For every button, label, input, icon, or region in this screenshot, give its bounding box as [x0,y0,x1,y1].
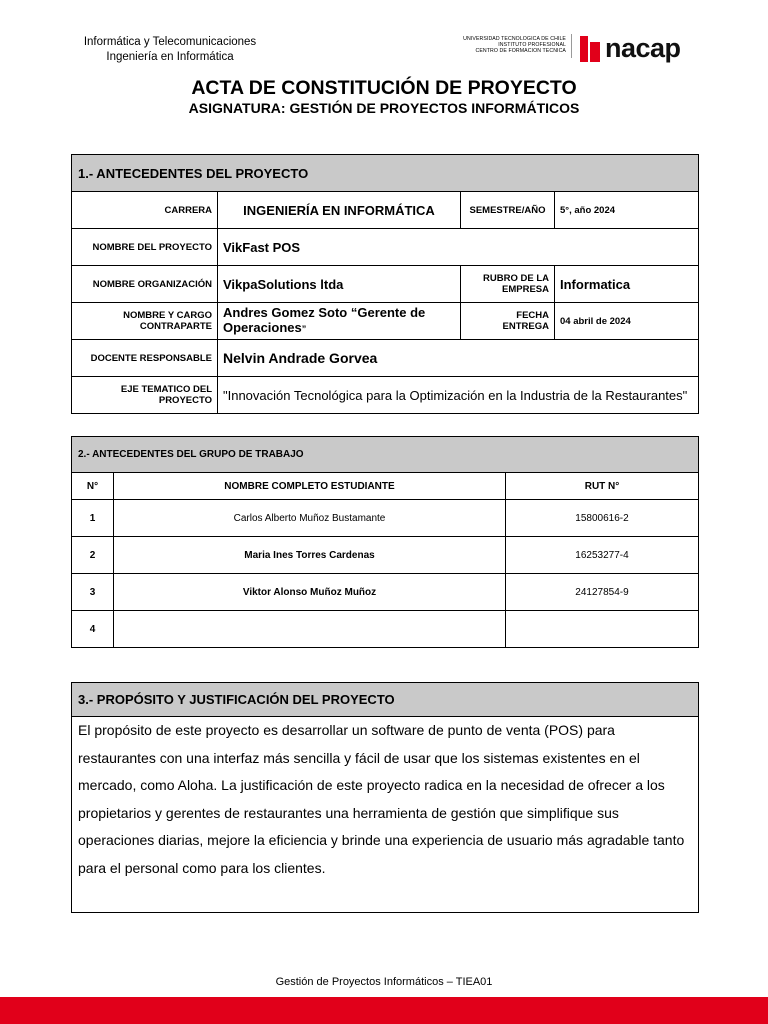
column-header-name: NOMBRE COMPLETO ESTUDIANTE [114,473,506,500]
carrera-value: INGENIERÍA EN INFORMÁTICA [218,192,461,229]
purpose-body: El propósito de este proyecto es desarrollar un software de punto de venta (POS) para restaurantes con una interfaz más sencilla y fácil de usar que los sistemas existentes en el mercado, como Aloha. La justificación de este proyecto radica en la necesidad de ofrecer a los propietarios y gerentes de restaurantes una herramienta de gestión que simplifique sus operaciones diarias, mejore la eficiencia y brinde una experiencia de usuario más agradable tanto para el personal como para los clientes. [72,717,699,913]
industry-label: RUBRO DE LA EMPRESA [461,266,555,303]
project-background-table [71,154,699,414]
institution-line-1: UNIVERSIDAD TECNOLOGICA DE CHILE [463,36,566,42]
semestre-value: 5°, año 2024 [555,192,699,229]
inacap-logo-mark-icon [580,34,602,62]
section-1-heading: 1.- ANTECEDENTES DEL PROYECTO [72,155,699,192]
document-title: ACTA DE CONSTITUCIÓN DE PROYECTO [191,77,577,99]
inacap-logo-text: nacap [605,32,681,63]
student-rut: 15800616-2 [506,500,699,537]
inacap-logo [580,31,681,65]
department-header [82,35,258,65]
table-row [72,574,699,611]
work-group-table [71,436,699,648]
counterpart-label: NOMBRE Y CARGO CONTRAPARTE [72,303,218,340]
department-name: Informática y Telecomunicaciones [83,36,257,48]
carrera-label: CARRERA [72,192,218,229]
footer-red-bar [0,997,768,1024]
institution-line-2: INSTITUTO PROFESIONAL [498,42,566,48]
theme-value: "Innovación Tecnológica para la Optimización en la Industria de la Restaurantes" [218,377,699,414]
page-footer: Gestión de Proyectos Informáticos – TIEA01 [275,976,493,988]
teacher-value: Nelvin Andrade Gorvea [218,340,699,377]
table-row [72,500,699,537]
project-name-value: VikFast POS [218,229,699,266]
industry-value: Informatica [555,266,699,303]
logo-divider [571,34,572,58]
section-3-heading: 3.- PROPÓSITO Y JUSTIFICACIÓN DEL PROYECTO [72,683,699,717]
due-date-value: 04 abril de 2024 [555,303,699,340]
section-2-heading: 2.- ANTECEDENTES DEL GRUPO DE TRABAJO [72,437,699,473]
student-number: 2 [72,537,114,574]
due-date-label: FECHA ENTREGA [461,303,555,340]
project-name-label: NOMBRE DEL PROYECTO [72,229,218,266]
organization-value: VikpaSolutions ltda [218,266,461,303]
document-subtitle: ASIGNATURA: GESTIÓN DE PROYECTOS INFORMÁTICOS [188,100,580,116]
table-row [72,537,699,574]
organization-label: NOMBRE ORGANIZACIÓN [72,266,218,303]
semestre-label: SEMESTRE/AÑO [461,192,555,229]
teacher-label: DOCENTE RESPONSABLE [72,340,218,377]
student-number: 3 [72,574,114,611]
column-header-rut: RUT N° [506,473,699,500]
career-name: Ingeniería en Informática [106,51,234,63]
theme-label: EJE TEMATICO DEL PROYECTO [72,377,218,414]
student-number: 4 [72,611,114,648]
student-rut: 24127854-9 [506,574,699,611]
institution-line-3: CENTRO DE FORMACION TECNICA [475,48,566,54]
column-header-number: N° [72,473,114,500]
student-rut [506,611,699,648]
student-name: Carlos Alberto Muñoz Bustamante [114,500,506,537]
student-number: 1 [72,500,114,537]
student-name [114,611,506,648]
student-name: Maria Ines Torres Cardenas [114,537,506,574]
institution-lines [420,36,566,54]
purpose-table [71,682,699,913]
counterpart-value: Andres Gomez Soto “Gerente de Operaciones” [218,303,461,340]
table-row [72,611,699,648]
student-name: Viktor Alonso Muñoz Muñoz [114,574,506,611]
student-rut: 16253277-4 [506,537,699,574]
